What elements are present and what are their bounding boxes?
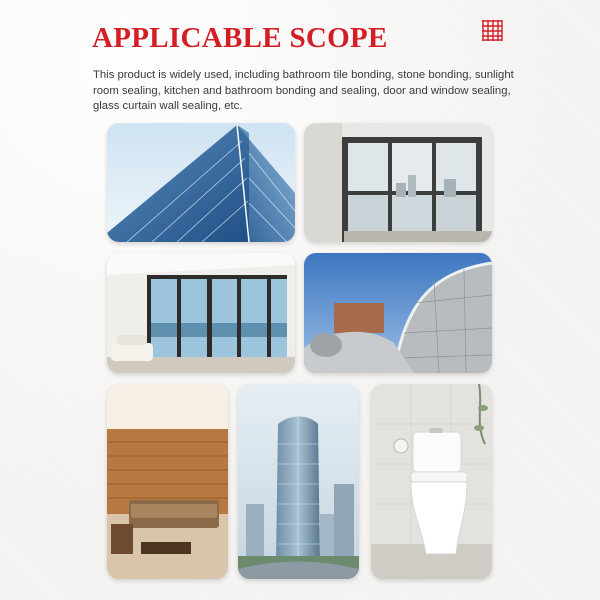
window-sealing-photo [304,123,492,242]
toilet-bathroom-photo [371,384,492,579]
sunlight-room-doors-photo [107,253,295,373]
description-text: This product is widely used, including bathroom tile bonding, stone bonding, sunlight room sealing, kitchen and bathroom bonding and sealing, door and window sealing, glass curtain wall sealing, etc. [93,69,514,112]
grid-icon [480,18,504,42]
skyscraper-photo [238,384,359,579]
glass-curtain-wall-photo [107,123,295,242]
page-title: APPLICABLE SCOPE [92,22,388,54]
stone-cladding-building-photo [304,253,492,373]
living-room-interior-photo [107,384,228,579]
